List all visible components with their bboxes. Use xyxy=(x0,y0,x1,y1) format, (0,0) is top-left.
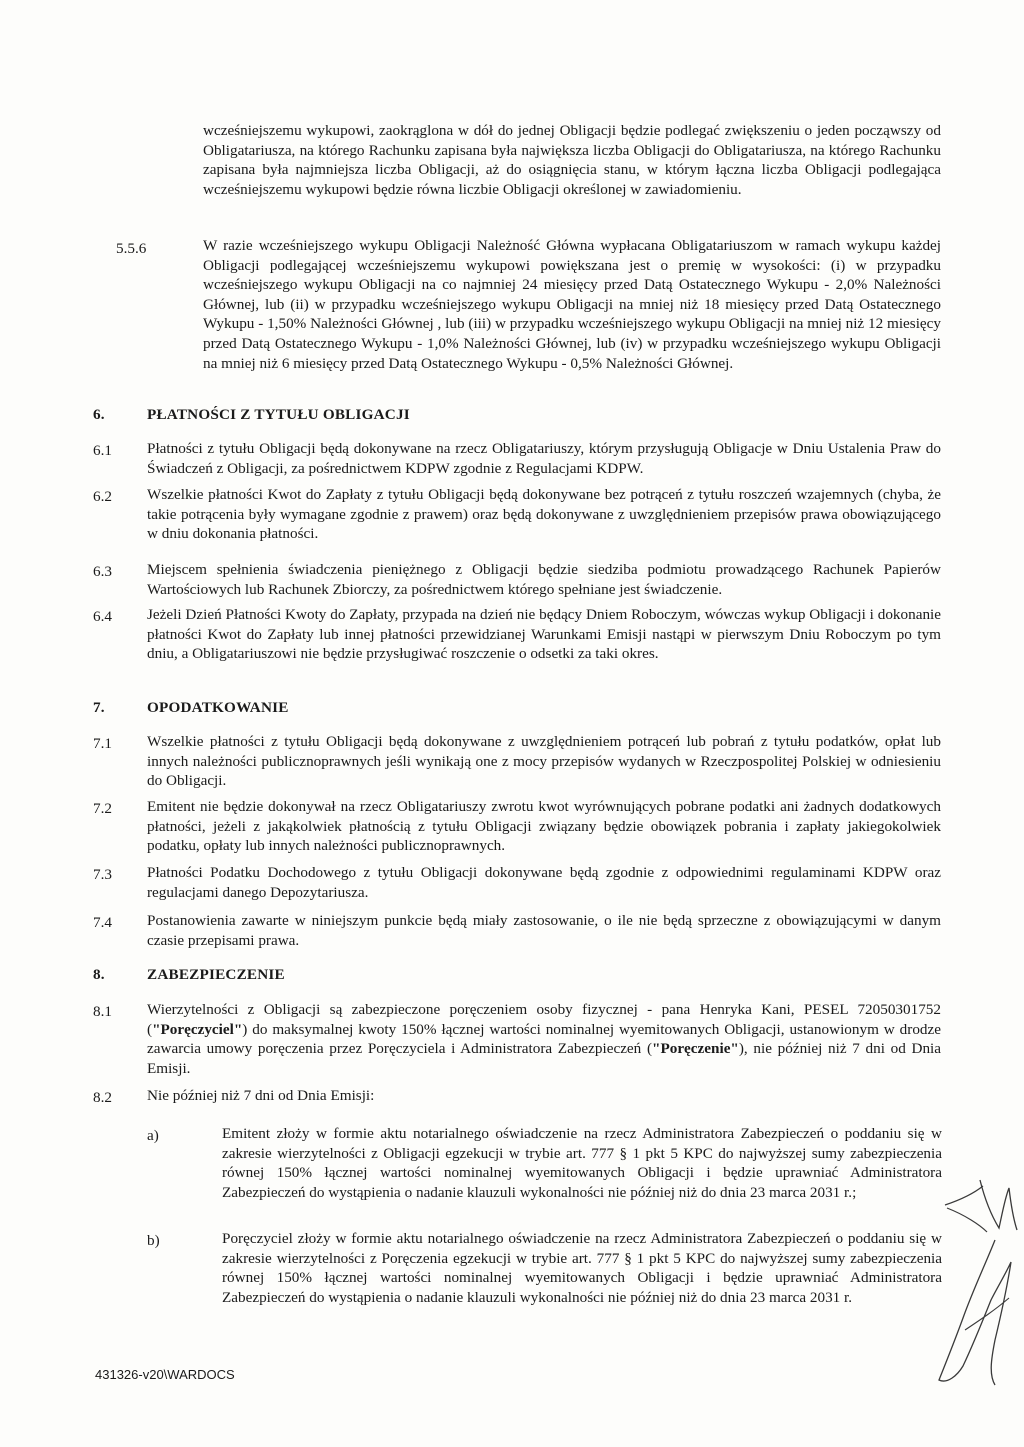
intro-paragraph: wcześniejszemu wykupowi, zaokrąglona w dół do jednej Obligacji będzie podlegać zwiększeniu o jeden począwszy od Obligatariusza, na którego Rachunku zapisana była największa liczba Obligacji do Obligatariusza, na którego Rachunku zapisana była najmniejsza liczba Obligacji, aż do osiągnięcia stanu, w którym łączna liczba Obligacji podlegająca wcześniejszemu wykupowi będzie równa liczbie Obligacji określonej w zawiadomieniu. xyxy=(203,122,941,198)
item-8-1-text-c: ), nie później niż 7 dni od Dnia Emisji. xyxy=(147,1040,941,1077)
item-6-1-number: 6.1 xyxy=(93,442,112,459)
term-poreczyciel: "Poręczyciel" xyxy=(152,1020,243,1038)
item-7-1-text: Wszelkie płatności z tytułu Obligacji będą dokonywane z uwzględnieniem potrąceń lub pobrań z tytułu podatków, opłat lub innych należności publicznoprawnych jeśli wynikają one z mocy przepisów wydanych w Rzeczpospolitej Polskiej w odniesieniu do Obligacji. xyxy=(147,733,941,790)
item-7-3-text: Płatności Podatku Dochodowego z tytułu Obligacji dokonywane będą zgodnie z odpowiednimi regulaminami KDPW oraz regulacjami danego Depozytariusza. xyxy=(147,864,941,901)
item-6-3-text: Miejscem spełnienia świadczenia pieniężnego z Obligacji będzie siedziba podmiotu prowadzącego Rachunek Papierów Wartościowych lub Rachunek Zbiorczy, za pośrednictwem którego spełniane jest świadczenie. xyxy=(147,561,941,598)
subitem-a-text: Emitent złoży w formie aktu notarialnego oświadczenie na rzecz Administratora Zabezpieczeń o poddaniu się w zakresie wierzytelności z Obligacji egzekucji w trybie art. 777 § 1 pkt 5 KPC do najwyższej sumy zabezpieczenia równej 150% łącznej wartości nominalnej wyemitowanych Obligacji i będzie uprawniać Administratora Zabezpieczeń do wystąpienia o nadanie klauzuli wykonalności nie później niż do dnia 23 marca 2031 r.; xyxy=(222,1125,942,1201)
item-8-1-text-a: Wierzytelności z Obligacji są zabezpieczone poręczeniem osoby fizycznej - pana Henryka Kani, PESEL 72050301752 ( xyxy=(147,1001,941,1038)
section-8-title: ZABEZPIECZENIE xyxy=(147,966,285,983)
item-6-4-number: 6.4 xyxy=(93,608,112,625)
clause-556-number: 5.5.6 xyxy=(116,240,147,257)
section-6-number: 6. xyxy=(93,406,105,423)
item-8-1-text-b: ) do maksymalnej kwoty 150% łącznej wartości nominalnej wyemitowanych Obligacji, ustanowionym w drodze zawarcia umowy poręczenia przez Poręczyciela i Administratora Zabezpieczeń ( xyxy=(147,1020,941,1058)
subitem-a-label: a) xyxy=(147,1127,159,1144)
item-8-1-text xyxy=(147,1000,941,1078)
item-7-1-number: 7.1 xyxy=(93,735,112,752)
item-6-2-text: Wszelkie płatności Kwot do Zapłaty z tytułu Obligacji będą dokonywane bez potrąceń z tytułu roszczeń wzajemnych (chyba, że takie potrącenia były wymagane zgodnie z prawem) oraz będą dokonywane z uwzględnieniem przepisów prawa obowiązującego w dniu dokonania płatności. xyxy=(147,486,941,543)
item-6-4-text: Jeżeli Dzień Płatności Kwoty do Zapłaty, przypada na dzień nie będący Dniem Roboczym, wówczas wykup Obligacji i dokonanie płatności Kwot do Zapłaty lub innej płatności przewidzianej Warunkami Emisji nastąpi w pierwszym Dniu Roboczym po tym dniu, a Obligatariuszowi nie będzie przysługiwać roszczenie o odsetki za taki okres. xyxy=(147,606,941,663)
handwritten-signature xyxy=(925,1170,1020,1410)
subitem-b-label: b) xyxy=(147,1232,160,1249)
item-6-1-text: Płatności z tytułu Obligacji będą dokonywane na rzecz Obligatariuszy, którym przysługują Obligacje w Dniu Ustalenia Praw do Świadczeń z Obligacji, za pośrednictwem KDPW zgodnie z Regulacjami KDPW. xyxy=(147,440,941,477)
item-7-2-number: 7.2 xyxy=(93,800,112,817)
item-7-3-number: 7.3 xyxy=(93,866,112,883)
item-6-3-number: 6.3 xyxy=(93,563,112,580)
section-7-title: OPODATKOWANIE xyxy=(147,699,289,716)
term-poreczenie: "Poręczenie" xyxy=(652,1040,739,1058)
clause-556-text: W razie wcześniejszego wykupu Obligacji Należność Główna wypłacana Obligatariuszom w ramach wykupu każdej Obligacji podlegającej wcześniejszemu wykupowi powiększana jest o premię w wysokości: (i) w przypadku wcześniejszego wykupu Obligacji na co najmniej 24 miesięcy przed Datą Ostatecznego Wykupu - 2,0% Należności Głównej, lub (ii) w przypadku wcześniejszego wykupu Obligacji na mniej niż 18 miesięcy przed Datą Ostatecznego Wykupu - 1,50% Należności Głównej , lub (iii) w przypadku wcześniejszego wykupu Obligacji na mniej niż 12 miesięcy przed Datą Ostatecznego Wykupu - 1,0% Należności Głównej, lub (iv) w przypadku wcześniejszego wykupu Obligacji na mniej niż 6 miesięcy przed Datą Ostatecznego Wykupu - 0,5% Należności Głównej. xyxy=(203,237,941,372)
section-8-number: 8. xyxy=(93,966,105,983)
item-8-2-number: 8.2 xyxy=(93,1089,112,1106)
item-7-4-text: Postanowienia zawarte w niniejszym punkcie będą miały zastosowanie, o ile nie będą sprzeczne z obowiązującymi w danym czasie przepisami prawa. xyxy=(147,912,941,949)
item-8-2-text: Nie później niż 7 dni od Dnia Emisji: xyxy=(147,1087,375,1104)
section-7-number: 7. xyxy=(93,699,105,716)
item-7-2-text: Emitent nie będzie dokonywał na rzecz Obligatariuszy zwrotu kwot wyrównujących pobrane podatki ani żadnych dodatkowych płatności, jeżeli z jakąkolwiek płatnością z tytułu Obligacji związany będzie obowiązek pobrania i zapłaty jakiegokolwiek podatku, opłaty lub innych należności publicznoprawnych. xyxy=(147,798,941,855)
item-6-2-number: 6.2 xyxy=(93,488,112,505)
document-reference: 431326-v20\WARDOCS xyxy=(95,1367,235,1382)
section-6-title: PŁATNOŚCI Z TYTUŁU OBLIGACJI xyxy=(147,406,410,423)
item-7-4-number: 7.4 xyxy=(93,914,112,931)
subitem-b-text: Poręczyciel złoży w formie aktu notarialnego oświadczenie na rzecz Administratora Zabezpieczeń o poddaniu się w zakresie wierzytelności z Poręczenia egzekucji w trybie art. 777 § 1 pkt 5 KPC do najwyższej sumy zabezpieczenia równej 150% łącznej wartości nominalnej wyemitowanych Obligacji i będzie uprawniać Administratora Zabezpieczeń do wystąpienia o nadanie klauzuli wykonalności nie później niż do dnia 23 marca 2031 r. xyxy=(222,1230,942,1306)
item-8-1-number: 8.1 xyxy=(93,1003,112,1020)
